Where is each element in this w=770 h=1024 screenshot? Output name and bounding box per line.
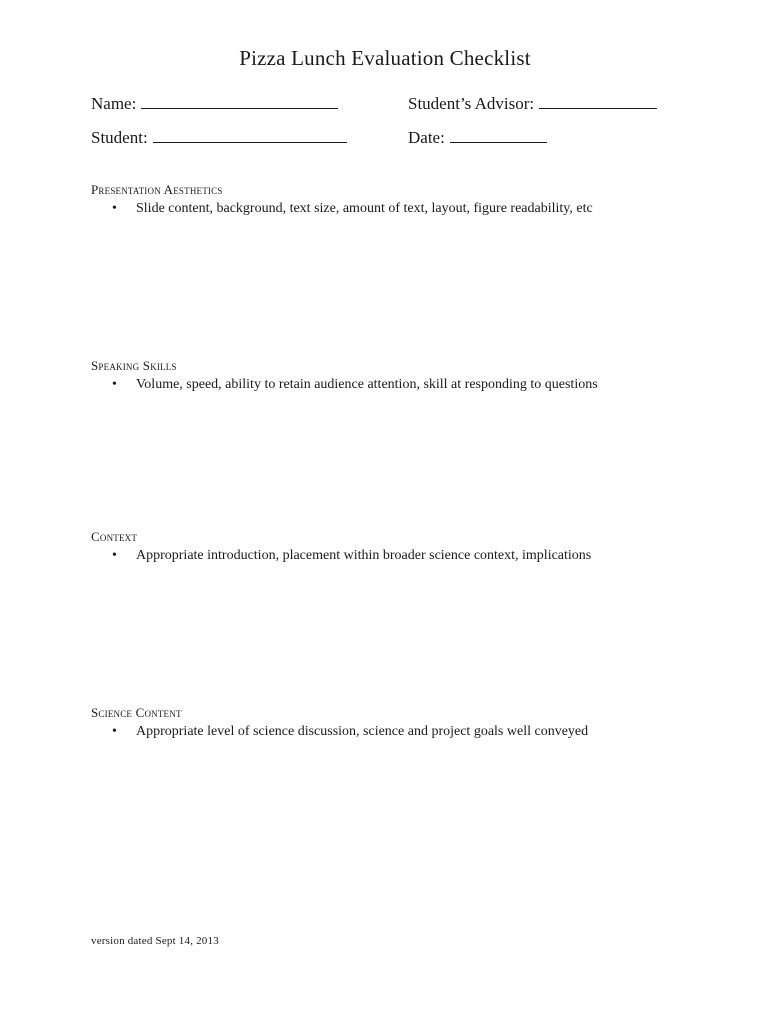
- section-bullet-science-content: [112, 724, 588, 740]
- name-label: Name:: [91, 94, 137, 113]
- date-label: Date:: [408, 128, 445, 147]
- student-label: Student:: [91, 128, 148, 147]
- advisor-label: Student’s Advisor:: [408, 94, 535, 113]
- section-heading-context: Context: [91, 529, 138, 544]
- bullet-text: Slide content, background, text size, amount of text, layout, figure readability, etc: [136, 201, 593, 216]
- student-blank-line[interactable]: [153, 128, 347, 143]
- section-bullet-context: [112, 548, 591, 564]
- date-field: [408, 128, 547, 148]
- bullet-icon: •: [112, 377, 117, 392]
- section-bullet-presentation-aesthetics: [112, 201, 593, 217]
- section-heading-science-content: Science Content: [91, 705, 182, 720]
- bullet-icon: •: [112, 201, 117, 216]
- version-footer: version dated Sept 14, 2013: [91, 935, 219, 947]
- advisor-field: [408, 94, 657, 114]
- section-heading-speaking-skills: Speaking Skills: [91, 358, 177, 373]
- bullet-icon: •: [112, 548, 117, 563]
- advisor-blank-line[interactable]: [539, 94, 657, 109]
- name-field: [91, 94, 338, 114]
- bullet-text: Appropriate introduction, placement within broader science context, implications: [136, 548, 592, 563]
- bullet-text: Appropriate level of science discussion, science and project goals well conveyed: [136, 724, 589, 739]
- name-blank-line[interactable]: [141, 94, 338, 109]
- bullet-text: Volume, speed, ability to retain audience attention, skill at responding to questions: [136, 377, 598, 392]
- date-blank-line[interactable]: [450, 128, 547, 143]
- bullet-icon: •: [112, 724, 117, 739]
- student-field: [91, 128, 347, 148]
- page-title: Pizza Lunch Evaluation Checklist: [239, 46, 531, 70]
- section-bullet-speaking-skills: [112, 377, 598, 393]
- section-heading-presentation-aesthetics: Presentation Aesthetics: [91, 182, 223, 197]
